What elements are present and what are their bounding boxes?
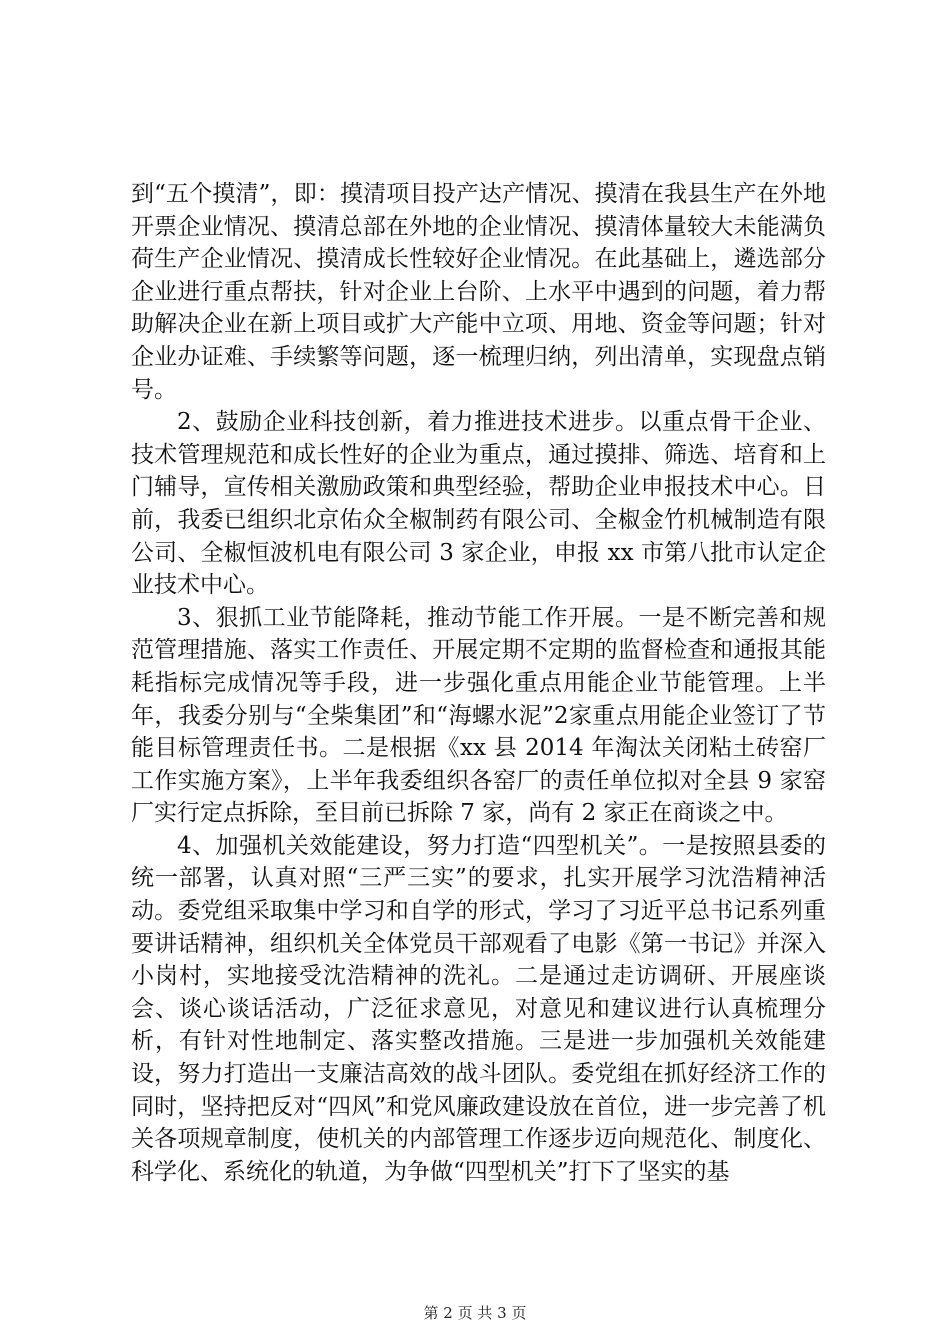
- page-number-footer: 第 2 页 共 3 页: [423, 1304, 527, 1322]
- paragraph-energy-saving: 3、狠抓工业节能降耗，推动节能工作开展。一是不断完善和规范管理措施、落实工作责任、开展定期不定期的监督检查和通报其能耗指标完成情况等手段，进一步强化重点用能企业节能管理。上半年，我委分别与“全柴集团”和“海螺水泥”2家重点用能企业签订了节能目标管理责任书。二是根据《xx 县 2014 年淘汰关闭粘土砖窑厂工作实施方案》，上半年我委组织各窑厂的责任单位拟对全县 9 家窑厂实行定点拆除，至目前已拆除 7 家，尚有 2 家正在商谈之中。: [131, 604, 826, 827]
- paragraph-tech-innovation: 2、鼓励企业科技创新，着力推进技术进步。以重点骨干企业、技术管理规范和成长性好的企业为重点，通过摸排、筛选、培育和上门辅导，宣传相关激励政策和典型经验，帮助企业申报技术中心。日前，我委已组织北京佑众全椒制药有限公司、全椒金竹机械制造有限公司、全椒恒波机电有限公司 3 家企业，申报 xx 市第八批市认定企业技术中心。: [131, 409, 826, 599]
- paragraph-efficiency-building: 4、加强机关效能建设，努力打造“四型机关”。一是按照县委的统一部署，认真对照“三严三实”的要求，扎实开展学习沈浩精神活动。委党组采取集中学习和自学的形式，学习了习近平总书记系列重要讲话精神，组织机关全体党员干部观看了电影《第一书记》并深入小岗村，实地接受沈浩精神的洗礼。二是通过走访调研、开展座谈会、谈心谈话活动，广泛征求意见，对意见和建议进行认真梳理分析，有针对性地制定、落实整改措施。三是进一步加强机关效能建设，努力打造出一支廉洁高效的战斗团队。委党组在抓好经济工作的同时，坚持把反对“四风”和党风廉政建设放在首位，进一步完善了机关各项规章制度，使机关的内部管理工作逐步迈向规范化、制度化、科学化、系统化的轨道，为争做“四型机关”打下了坚实的基: [131, 832, 826, 1185]
- paragraph-continuation: 到“五个摸清”，即：摸清项目投产达产情况、摸清在我县生产在外地开票企业情况、摸清总部在外地的企业情况、摸清体量较大未能满负荷生产企业情况、摸清成长性较好企业情况。在此基础上，遴选部分企业进行重点帮扶，针对企业上台阶、上水平中遇到的问题，着力帮助解决企业在新上项目或扩大产能中立项、用地、资金等问题；针对企业办证难、手续繁等问题，逐一梳理归纳，列出清单，实现盘点销号。: [131, 181, 826, 403]
- document-body: [131, 178, 826, 1188]
